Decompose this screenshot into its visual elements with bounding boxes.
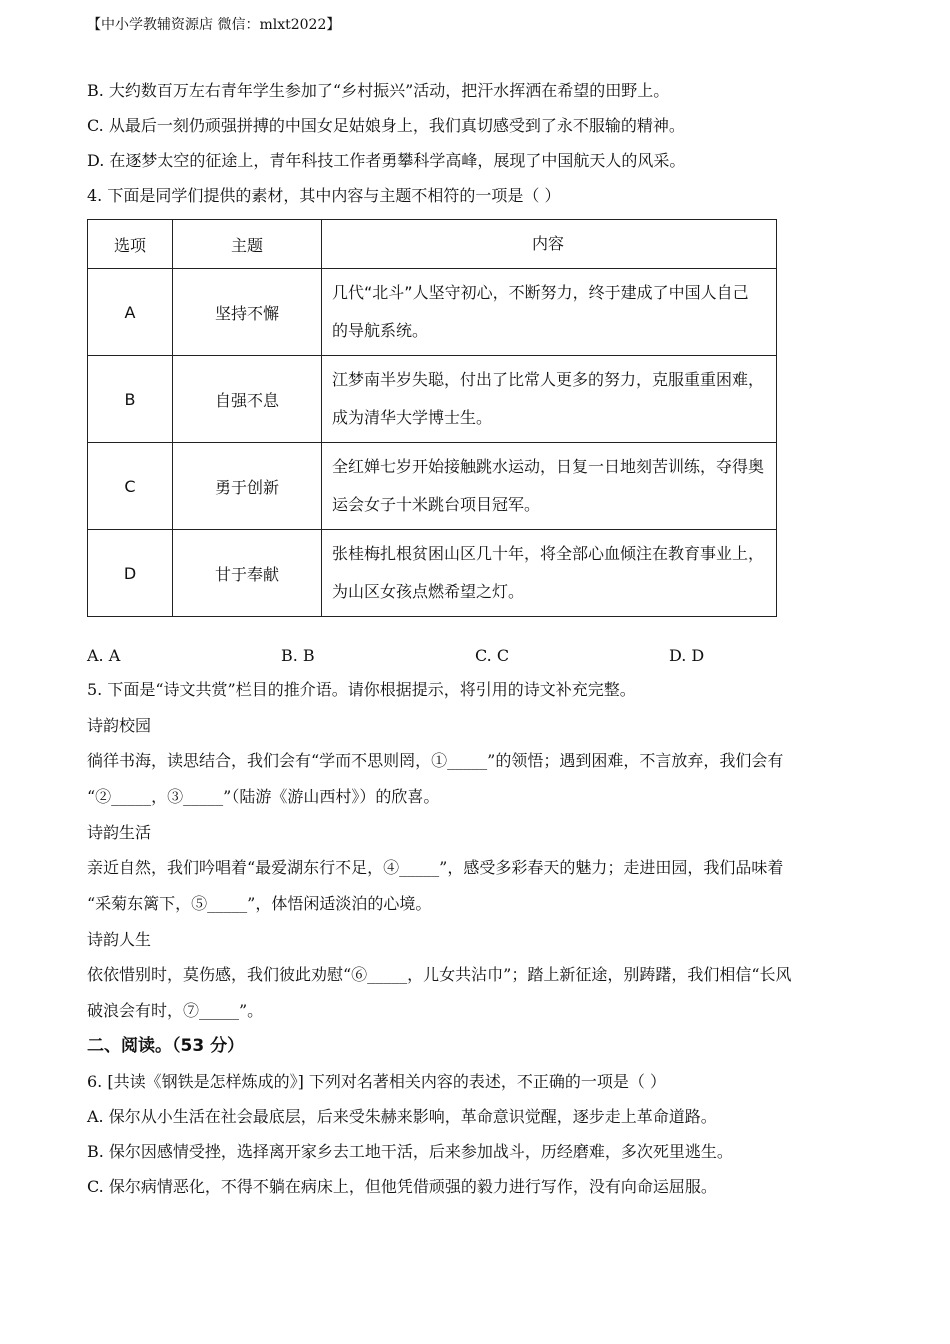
q6-stem: 6. [共读《钢铁是怎样炼成的》] 下列对名著相关内容的表述，不正确的一项是（ ） (87, 1072, 667, 1091)
q5-sub2-line1: 亲近自然，我们吟唱着“最爱湖东行不足，④_____”，感受多彩春天的魅力；走进田园，我们品味着 (87, 858, 784, 877)
row-option: A (88, 269, 173, 356)
q3-option-d: D. 在逐梦太空的征途上，青年科技工作者勇攀科学高峰，展现了中国航天人的风采。 (87, 151, 686, 170)
q5-sub2-title: 诗韵生活 (87, 823, 152, 842)
col-header-content: 内容 (322, 220, 777, 269)
row-content: 全红婵七岁开始接触跳水运动，日复一日地刻苦训练，夺得奥运会女子十米跳台项目冠军。 (322, 443, 777, 530)
q4-choice-c: C. C (475, 646, 510, 665)
q6-option-a: A. 保尔从小生活在社会最底层，后来受朱赫来影响，革命意识觉醒，逐步走上革命道路。 (87, 1107, 717, 1126)
q3-option-c: C. 从最后一刻仍顽强拼搏的中国女足姑娘身上，我们真切感受到了永不服输的精神。 (87, 116, 685, 135)
page-header: 【中小学教辅资源店 微信：mlxt2022】 (87, 17, 341, 33)
q5-sub1-title: 诗韵校园 (87, 716, 152, 735)
row-option: D (88, 530, 173, 617)
q5-sub3-line2: 破浪会有时，⑦_____”。 (87, 1001, 264, 1020)
col-header-option: 选项 (88, 220, 173, 269)
table-row (88, 530, 777, 617)
row-option: B (88, 356, 173, 443)
table-header-row (88, 220, 777, 269)
row-content: 张桂梅扎根贫困山区几十年，将全部心血倾注在教育事业上，为山区女孩点燃希望之灯。 (322, 530, 777, 617)
row-content: 江梦南半岁失聪，付出了比常人更多的努力，克服重重困难，成为清华大学博士生。 (322, 356, 777, 443)
q4-choice-d: D. D (669, 646, 705, 665)
q4-stem: 4. 下面是同学们提供的素材，其中内容与主题不相符的一项是（ ） (87, 186, 561, 205)
q5-sub1-line1: 徜徉书海，读思结合，我们会有“学而不思则罔，①_____”的领悟；遇到困难，不言放弃，我们会有 (87, 751, 784, 770)
col-header-theme: 主题 (173, 220, 322, 269)
table-row (88, 443, 777, 530)
row-option: C (88, 443, 173, 530)
table-row (88, 269, 777, 356)
row-theme: 勇于创新 (173, 443, 322, 530)
q5-sub1-line2: “②_____，③_____”（陆游《游山西村》）的欣喜。 (87, 787, 440, 806)
q5-sub3-title: 诗韵人生 (87, 930, 152, 949)
table-row (88, 356, 777, 443)
q6-option-b: B. 保尔因感情受挫，选择离开家乡去工地干活，后来参加战斗，历经磨难，多次死里逃生。 (87, 1142, 733, 1161)
row-theme: 自强不息 (173, 356, 322, 443)
q6-option-c: C. 保尔病情恶化，不得不躺在病床上，但他凭借顽强的毅力进行写作，没有向命运屈服。 (87, 1177, 717, 1196)
q5-stem: 5. 下面是“诗文共赏”栏目的推介语。请你根据提示，将引用的诗文补充完整。 (87, 680, 636, 699)
q3-option-b: B. 大约数百万左右青年学生参加了“乡村振兴”活动，把汗水挥洒在希望的田野上。 (87, 81, 670, 100)
section-title-reading: 二、阅读。（53 分） (87, 1036, 245, 1056)
q4-table (87, 219, 777, 617)
q5-sub3-line1: 依依惜别时，莫伤感，我们彼此劝慰“⑥_____，儿女共沾巾”；踏上新征途，别踌躇，我们相信“长风 (87, 965, 792, 984)
q4-choice-a: A. A (87, 646, 121, 665)
q4-choice-b: B. B (281, 646, 315, 665)
row-theme: 甘于奉献 (173, 530, 322, 617)
row-content: 几代“北斗”人坚守初心，不断努力，终于建成了中国人自己的导航系统。 (322, 269, 777, 356)
row-theme: 坚持不懈 (173, 269, 322, 356)
q5-sub2-line2: “采菊东篱下，⑤_____”，体悟闲适淡泊的心境。 (87, 894, 432, 913)
